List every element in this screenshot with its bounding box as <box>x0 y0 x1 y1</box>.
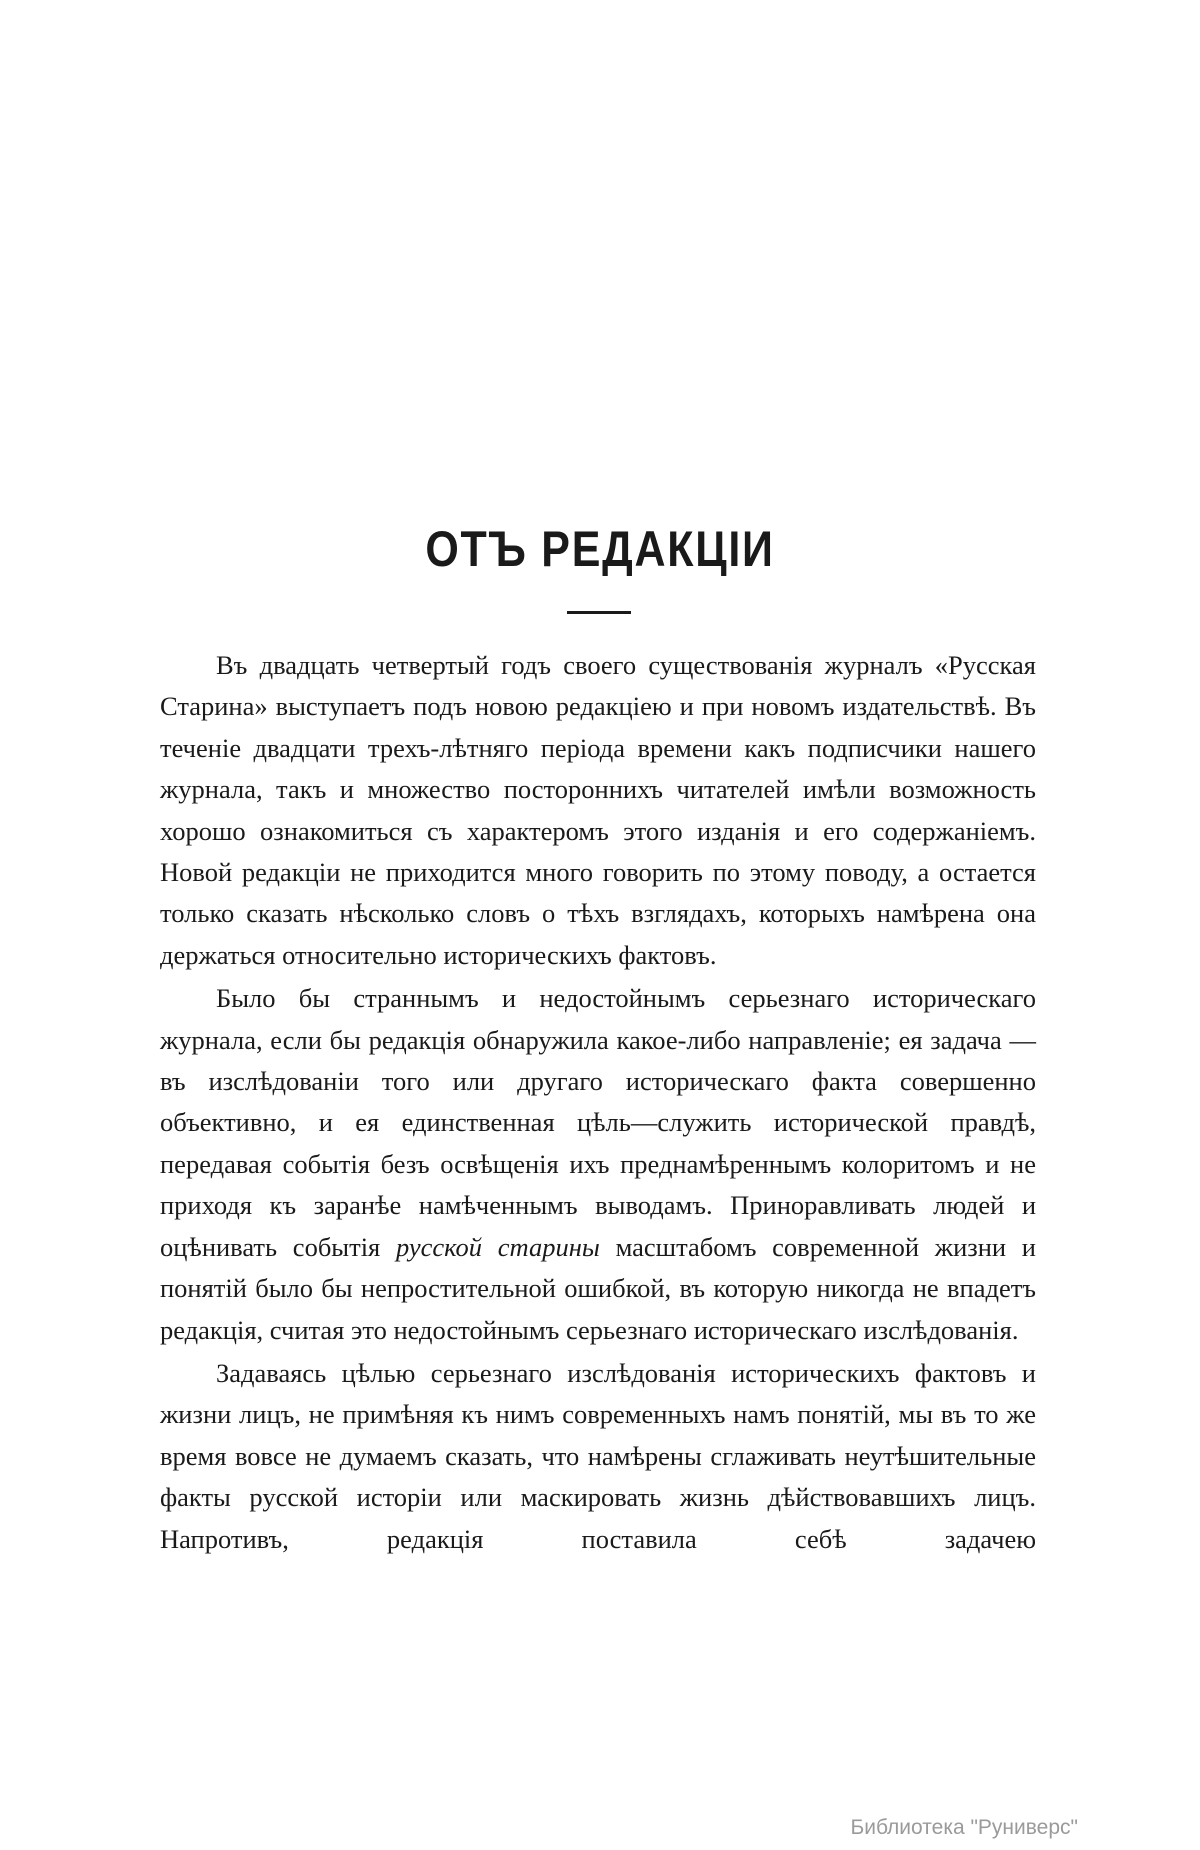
body-text <box>160 645 1036 1562</box>
paragraph-2-text-end: масштабомъ современной жизни и понятій было бы непростительной ошибкой, въ которую никогда не впадетъ редакція, считая это недостойнымъ серьезнаго историческаго изслѣдованія. <box>160 1231 1036 1345</box>
library-watermark: Библиотека "Руниверс" <box>850 1816 1078 1839</box>
paragraph-2 <box>160 978 1036 1351</box>
title-divider <box>567 611 631 614</box>
page-title: ОТЪ РЕДАКЦІИ <box>425 521 775 577</box>
paragraph-2-italic-phrase: русской старины <box>395 1231 600 1262</box>
paragraph-1: Въ двадцать четвертый годъ своего существованія журналъ «Русская Старина» выступаетъ подъ новою редакціею и при новомъ издательствѣ. Въ теченіе двадцати трехъ-лѣтняго періода времени какъ подписчики нашего журнала, такъ и множество постороннихъ читателей имѣли возможность хорошо ознакомиться съ характеромъ этого изданія и его содержаніемъ. Новой редакціи не приходится много говорить по этому поводу, а остается только сказать нѣсколько словъ о тѣхъ взглядахъ, которыхъ намѣрена она держаться относительно историческихъ фактовъ. <box>160 650 1036 970</box>
paragraph-3: Задаваясь цѣлью серьезнаго изслѣдованія историческихъ фактовъ и жизни лицъ, не примѣняя къ нимъ современныхъ намъ понятій, мы въ то же время вовсе не думаемъ сказать, что намѣрены сглаживать неутѣшительные факты русской исторіи или маскировать жизнь дѣйствовавшихъ лицъ. Напротивъ, редакція поставила себѣ задачею <box>160 1357 1036 1554</box>
paragraph-2-text-start: Было бы страннымъ и недостойнымъ серьезнаго историческаго журнала, если бы редакція обнаружила какое-либо направленіе; ея задача — въ изслѣдованіи того или другаго историческаго факта совершенно объективно, и ея единственная цѣль—служить исторической правдѣ, передавая событія безъ освѣщенія ихъ преднамѣреннымъ колоритомъ и не приходя къ заранѣе намѣченнымъ выводамъ. Приноравливать людей и оцѣнивать событія <box>160 983 1036 1262</box>
